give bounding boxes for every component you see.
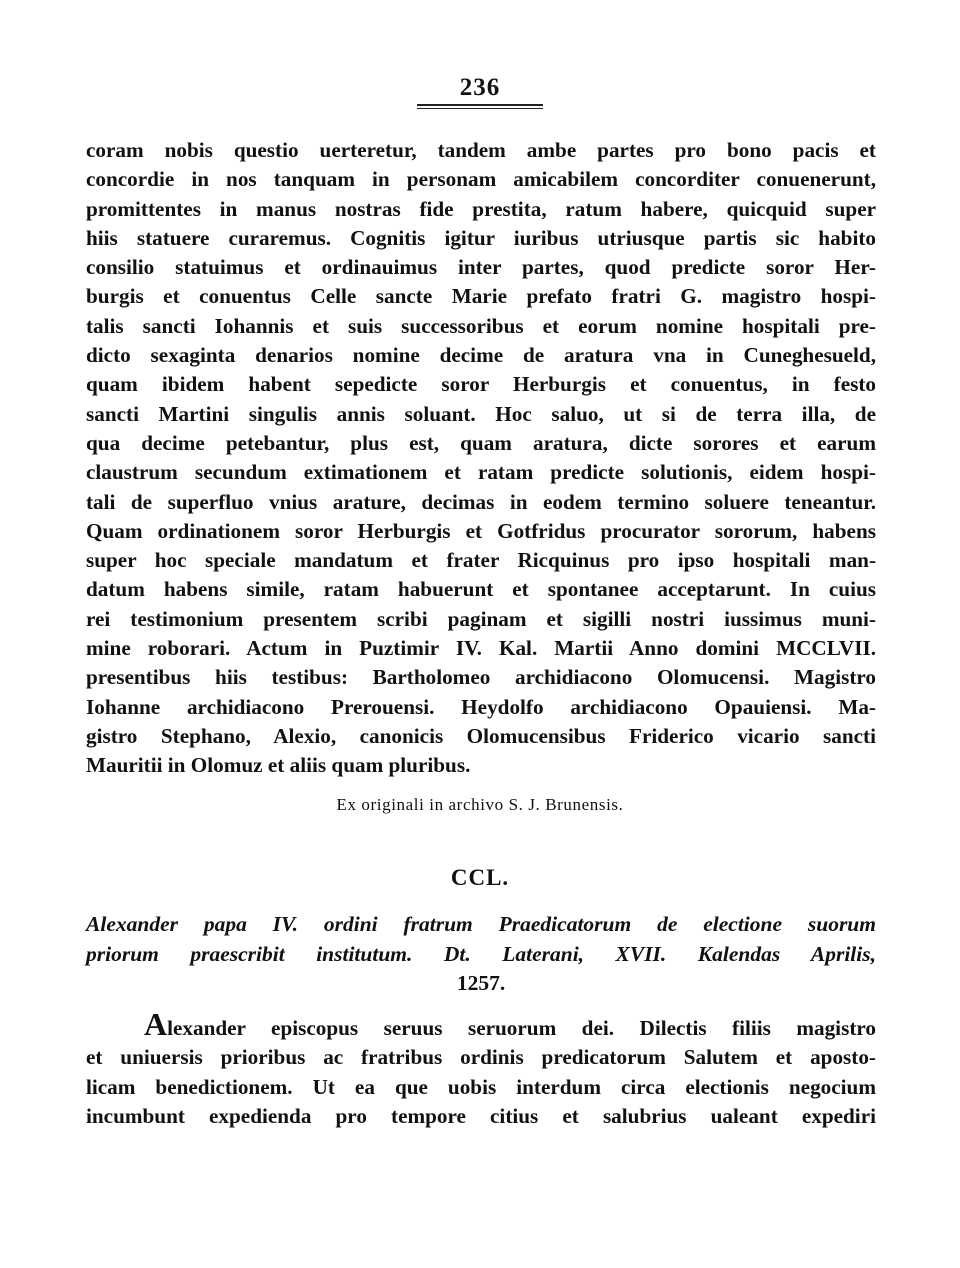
body-line: Quam ordinationem soror Herburgis et Gotfridus procurator sororum, habens bbox=[86, 518, 876, 543]
initial-letter: A bbox=[144, 1006, 168, 1042]
body-line: talis sancti Iohannis et suis successoribus et eorum nomine hospitali pre- bbox=[86, 313, 876, 338]
body-line: gistro Stephano, Alexio, canonicis Olomucensibus Friderico vicario sancti bbox=[86, 723, 876, 748]
heading-year: 1257. bbox=[456, 971, 506, 995]
body-line: coram nobis questio uerteretur, tandem ambe partes pro bono pacis et bbox=[86, 138, 876, 162]
body-line: datum habens simile, ratam habuerunt et spontanee acceptarunt. In cuius bbox=[86, 577, 876, 602]
letter-line-text: lexander episcopus seruus seruorum dei. Dilectis filiis magistro bbox=[167, 1016, 876, 1040]
document-number: CCL. bbox=[450, 865, 510, 890]
letter-line bbox=[86, 1006, 876, 1043]
body-line: mine roborari. Actum in Puztimir IV. Kal. Martii Anno domini MCCLVII. bbox=[86, 636, 876, 661]
body-line: Mauritii in Olomuz et aliis quam pluribus. bbox=[86, 753, 471, 778]
body-line: claustrum secundum extimationem et ratam predicte solutionis, eidem hospi- bbox=[86, 460, 876, 485]
letter-line: et uniuersis prioribus ac fratribus ordinis predicatorum Salutem et aposto- bbox=[86, 1045, 876, 1070]
letter-line: incumbunt expedienda pro tempore citius et salubrius ualeant expediri bbox=[86, 1103, 876, 1128]
body-line: sancti Martini singulis annis soluant. Hoc saluo, ut si de terra illa, de bbox=[86, 401, 876, 426]
body-line: presentibus hiis testibus: Bartholomeo archidiacono Olomucensi. Magistro bbox=[86, 665, 876, 690]
body-line: tali de superfluo vnius arature, decimas in eodem termino soluere teneantur. bbox=[86, 489, 876, 514]
body-line: super hoc speciale mandatum et frater Ricquinus pro ipso hospitali man- bbox=[86, 548, 876, 573]
body-line: quam ibidem habent sepedicte soror Herburgis et conuentus, in festo bbox=[86, 372, 876, 397]
source-note: Ex originali in archivo S. J. Brunensis. bbox=[336, 795, 624, 814]
body-line: Iohanne archidiacono Prerouensi. Heydolfo archidiacono Opauiensi. Ma- bbox=[86, 694, 876, 719]
letter-line: licam benedictionem. Ut ea que uobis interdum circa electionis negocium bbox=[86, 1074, 876, 1099]
body-line: promittentes in manus nostras fide prestita, ratum habere, quicquid super bbox=[86, 196, 876, 221]
document-heading bbox=[86, 910, 876, 999]
body-line: dicto sexaginta denarios nomine decime de aratura vna in Cuneghesueld, bbox=[86, 343, 876, 368]
body-line: concordie in nos tanquam in personam amicabilem concorditer conuenerunt, bbox=[86, 167, 876, 192]
page-number: 236 bbox=[459, 74, 501, 101]
header-rule-thin bbox=[417, 108, 543, 109]
letter-text bbox=[86, 1006, 876, 1131]
body-line: hiis statuere curaremus. Cognitis igitur iuribus utriusque partis sic habito bbox=[86, 225, 876, 250]
body-line: rei testimonium presentem scribi paginam et sigilli nostri iussimus muni- bbox=[86, 606, 876, 631]
body-line: burgis et conuentus Celle sancte Marie prefato fratri G. magistro hospi- bbox=[86, 284, 876, 309]
body-line: consilio statuimus et ordinauimus inter partes, quod predicte soror Her- bbox=[86, 255, 876, 280]
body-line: qua decime petebantur, plus est, quam aratura, dicte sorores et earum bbox=[86, 430, 876, 455]
heading-line: Alexander papa IV. ordini fratrum Praedicatorum de electione suorum bbox=[86, 912, 876, 936]
heading-line: priorum praescribit institutum. Dt. Laterani, XVII. Kalendas Aprilis, bbox=[86, 941, 876, 966]
header-rule bbox=[417, 104, 543, 106]
body-text bbox=[86, 136, 876, 781]
